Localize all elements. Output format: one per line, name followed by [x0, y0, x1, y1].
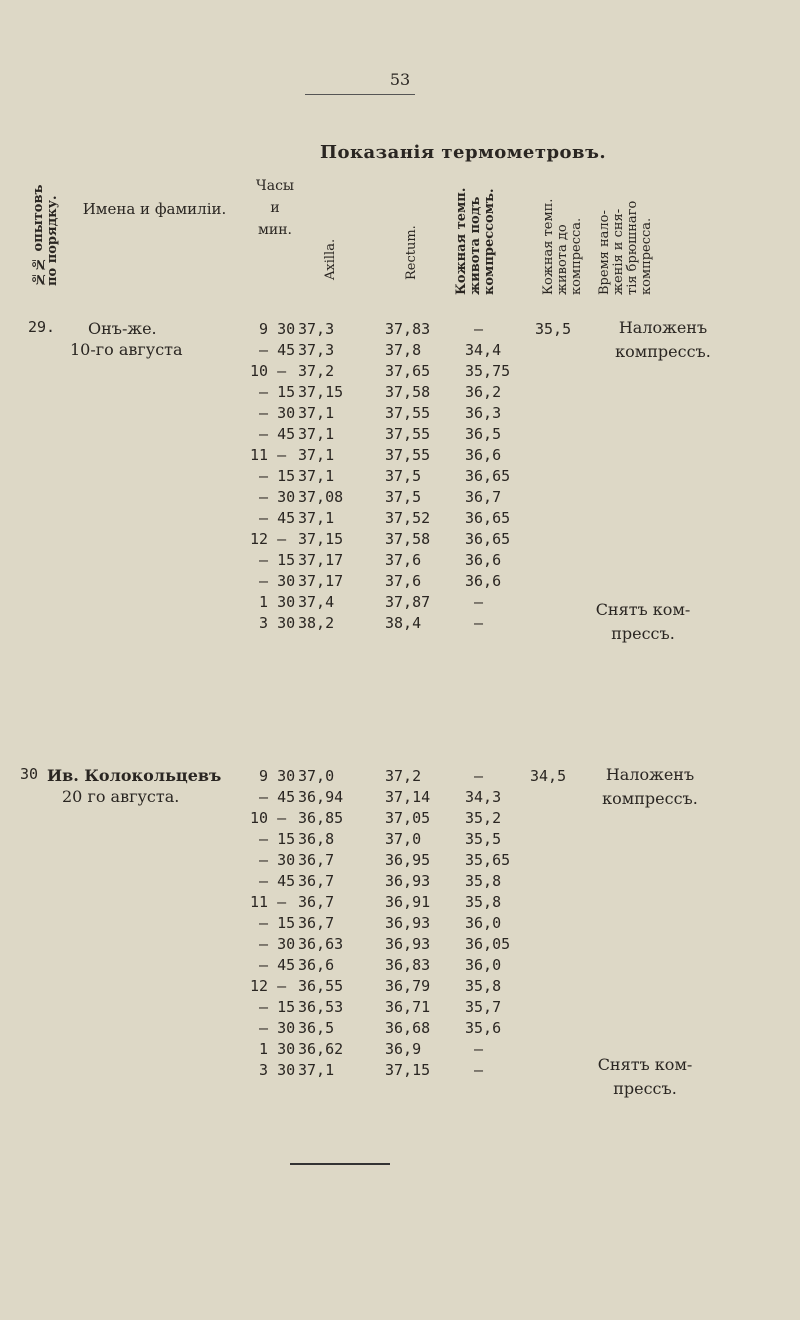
axilla-cell: 36,8	[298, 830, 335, 848]
rectum-cell: 37,65	[385, 362, 431, 380]
rectum-cell: 36,9	[385, 1040, 422, 1058]
axilla-cell: 36,7	[298, 914, 335, 932]
rectum-cell: 37,58	[385, 530, 431, 548]
record-number: 30	[20, 765, 39, 783]
skin-under-cell: 35,2	[465, 809, 502, 827]
axilla-cell: 36,7	[298, 872, 335, 890]
time-cell: — 15	[250, 467, 296, 485]
note-compress-applied: Наложенъ компрессъ.	[602, 765, 698, 808]
axilla-cell: 37,17	[298, 551, 344, 569]
rectum-cell: 37,8	[385, 341, 422, 359]
time-cell: 1 30	[250, 593, 296, 611]
rectum-cell: 37,55	[385, 404, 431, 422]
table-row	[0, 872, 800, 893]
time-cell: — 15	[250, 551, 296, 569]
time-cell: — 45	[250, 341, 296, 359]
rectum-cell: 36,95	[385, 851, 431, 869]
axilla-cell: 37,1	[298, 425, 335, 443]
table-row	[0, 851, 800, 872]
axilla-cell: 37,0	[298, 767, 335, 785]
time-cell: — 45	[250, 425, 296, 443]
table-row	[0, 467, 800, 488]
rectum-cell: 36,83	[385, 956, 431, 974]
axilla-cell: 37,17	[298, 572, 344, 590]
skin-under-cell: 35,6	[465, 1019, 502, 1037]
time-cell: 1 30	[250, 1040, 296, 1058]
axilla-cell: 36,94	[298, 788, 344, 806]
axilla-cell: 36,7	[298, 893, 335, 911]
axilla-cell: 37,2	[298, 362, 335, 380]
note-compress-removed: Снятъ ком- прессъ.	[595, 600, 691, 643]
col-header-axilla: Axilla.	[323, 238, 338, 280]
time-cell: 3 30	[250, 1061, 296, 1079]
col-header-skin-under: Кожная темп. живота подъ компрессомъ.	[454, 187, 497, 295]
record-date: 10-го августа	[70, 340, 183, 359]
page-number: 53	[389, 70, 411, 89]
axilla-cell: 37,08	[298, 488, 344, 506]
skin-under-cell: —	[465, 1040, 484, 1058]
skin-under-cell: 36,6	[465, 551, 502, 569]
rectum-cell: 37,58	[385, 383, 431, 401]
skin-under-cell: 36,65	[465, 509, 511, 527]
time-cell: — 30	[250, 1019, 296, 1037]
rectum-cell: 37,55	[385, 425, 431, 443]
table-row	[0, 383, 800, 404]
axilla-cell: 36,62	[298, 1040, 344, 1058]
time-cell: — 45	[250, 872, 296, 890]
axilla-cell: 37,3	[298, 341, 335, 359]
rectum-cell: 37,52	[385, 509, 431, 527]
table-row	[0, 593, 800, 614]
time-cell: 3 30	[250, 614, 296, 632]
rectum-cell: 37,87	[385, 593, 431, 611]
time-cell: — 30	[250, 935, 296, 953]
table-row	[0, 830, 800, 851]
time-cell: 10 —	[250, 809, 287, 827]
table-row	[0, 488, 800, 509]
skin-under-cell: 35,65	[465, 851, 511, 869]
axilla-cell: 38,2	[298, 614, 335, 632]
rectum-cell: 37,6	[385, 572, 422, 590]
axilla-cell: 37,1	[298, 1061, 335, 1079]
axilla-cell: 36,85	[298, 809, 344, 827]
time-cell: — 15	[250, 383, 296, 401]
skin-under-cell: 36,2	[465, 383, 502, 401]
axilla-cell: 37,1	[298, 509, 335, 527]
skin-under-cell: 36,6	[465, 572, 502, 590]
thermometer-readings-title: Показанія термометровъ.	[320, 142, 607, 163]
axilla-cell: 36,5	[298, 1019, 335, 1037]
time-cell: — 30	[250, 488, 296, 506]
table-row	[0, 341, 800, 362]
rectum-cell: 37,05	[385, 809, 431, 827]
table-row	[0, 935, 800, 956]
table-row	[0, 572, 800, 593]
rectum-cell: 37,55	[385, 446, 431, 464]
skin-under-cell: —	[465, 767, 484, 785]
rectum-cell: 37,5	[385, 467, 422, 485]
axilla-cell: 37,1	[298, 404, 335, 422]
time-cell: — 15	[250, 998, 296, 1016]
rectum-cell: 37,2	[385, 767, 422, 785]
axilla-cell: 36,7	[298, 851, 335, 869]
page-number-rule	[305, 94, 415, 95]
skin-under-cell: 34,3	[465, 788, 502, 806]
axilla-cell: 37,3	[298, 320, 335, 338]
skin-under-cell: 36,65	[465, 467, 511, 485]
table-row	[0, 767, 800, 788]
table-row	[0, 551, 800, 572]
record-date: 20 го августа.	[62, 787, 180, 806]
table-row	[0, 809, 800, 830]
rectum-cell: 36,71	[385, 998, 431, 1016]
rectum-cell: 36,68	[385, 1019, 431, 1037]
skin-under-cell: 35,8	[465, 893, 502, 911]
skin-before-value: 35,5	[535, 320, 572, 338]
axilla-cell: 37,15	[298, 530, 344, 548]
table-row	[0, 425, 800, 446]
skin-under-cell: —	[465, 320, 484, 338]
time-cell: — 45	[250, 509, 296, 527]
col-header-name: Имена и фамиліи.	[82, 200, 227, 218]
note-compress-applied: Наложенъ компрессъ.	[615, 318, 711, 361]
skin-under-cell: 35,8	[465, 872, 502, 890]
skin-before-value: 34,5	[530, 767, 567, 785]
rectum-cell: 37,14	[385, 788, 431, 806]
table-row	[0, 1061, 800, 1082]
axilla-cell: 37,1	[298, 446, 335, 464]
time-cell: 11 —	[250, 446, 287, 464]
table-row	[0, 509, 800, 530]
skin-under-cell: 35,7	[465, 998, 502, 1016]
table-row	[0, 362, 800, 383]
axilla-cell: 37,1	[298, 467, 335, 485]
time-cell: — 45	[250, 788, 296, 806]
time-cell: 10 —	[250, 362, 287, 380]
time-cell: — 15	[250, 914, 296, 932]
rectum-cell: 36,79	[385, 977, 431, 995]
table-row	[0, 530, 800, 551]
axilla-cell: 37,4	[298, 593, 335, 611]
skin-under-cell: —	[465, 614, 484, 632]
skin-under-cell: 35,75	[465, 362, 511, 380]
note-compress-removed: Снятъ ком- прессъ.	[597, 1055, 693, 1098]
table-row	[0, 320, 800, 341]
table-row	[0, 1019, 800, 1040]
rectum-cell: 37,83	[385, 320, 431, 338]
time-cell: 9 30	[250, 320, 296, 338]
rectum-cell: 36,93	[385, 872, 431, 890]
table-row	[0, 914, 800, 935]
skin-under-cell: 36,7	[465, 488, 502, 506]
skin-under-cell: 36,0	[465, 914, 502, 932]
col-header-skin-before: Кожная темп. живота до компресса.	[541, 198, 584, 295]
table-row	[0, 893, 800, 914]
table-row	[0, 614, 800, 635]
col-header-rectum: Rectum.	[404, 225, 419, 280]
record-number: 29.	[28, 318, 56, 336]
rectum-cell: 37,0	[385, 830, 422, 848]
skin-under-cell: 36,05	[465, 935, 511, 953]
rectum-cell: 36,91	[385, 893, 431, 911]
table-row	[0, 446, 800, 467]
rectum-cell: 37,15	[385, 1061, 431, 1079]
time-cell: — 45	[250, 956, 296, 974]
col-header-number: №№ опытовъ по порядку.	[31, 184, 60, 286]
time-cell: 12 —	[250, 977, 287, 995]
time-cell: 11 —	[250, 893, 287, 911]
rectum-cell: 38,4	[385, 614, 422, 632]
skin-under-cell: 36,3	[465, 404, 502, 422]
skin-under-cell: 34,4	[465, 341, 502, 359]
time-cell: 9 30	[250, 767, 296, 785]
time-cell: 12 —	[250, 530, 287, 548]
col-header-time: Часы и мин.	[255, 178, 295, 238]
rectum-cell: 37,6	[385, 551, 422, 569]
time-cell: — 15	[250, 830, 296, 848]
axilla-cell: 36,55	[298, 977, 344, 995]
skin-under-cell: 36,0	[465, 956, 502, 974]
skin-under-cell: 36,5	[465, 425, 502, 443]
rectum-cell: 36,93	[385, 935, 431, 953]
col-header-time-apply: Время нало- женія и сня- тія брюшнаго компресса.	[597, 200, 654, 295]
table-row	[0, 956, 800, 977]
time-cell: — 30	[250, 572, 296, 590]
skin-under-cell: 35,5	[465, 830, 502, 848]
table-row	[0, 1040, 800, 1061]
skin-under-cell: —	[465, 593, 484, 611]
axilla-cell: 36,6	[298, 956, 335, 974]
axilla-cell: 37,15	[298, 383, 344, 401]
skin-under-cell: —	[465, 1061, 484, 1079]
skin-under-cell: 36,6	[465, 446, 502, 464]
rectum-cell: 36,93	[385, 914, 431, 932]
table-row	[0, 404, 800, 425]
time-cell: — 30	[250, 851, 296, 869]
table-row	[0, 998, 800, 1019]
record-name: Ив. Колокольцевъ	[47, 766, 222, 785]
table-row	[0, 788, 800, 809]
time-cell: — 30	[250, 404, 296, 422]
rectum-cell: 37,5	[385, 488, 422, 506]
skin-under-cell: 35,8	[465, 977, 502, 995]
bottom-rule	[290, 1163, 390, 1165]
axilla-cell: 36,63	[298, 935, 344, 953]
axilla-cell: 36,53	[298, 998, 344, 1016]
record-name: Онъ-же.	[88, 319, 157, 338]
skin-under-cell: 36,65	[465, 530, 511, 548]
table-row	[0, 977, 800, 998]
